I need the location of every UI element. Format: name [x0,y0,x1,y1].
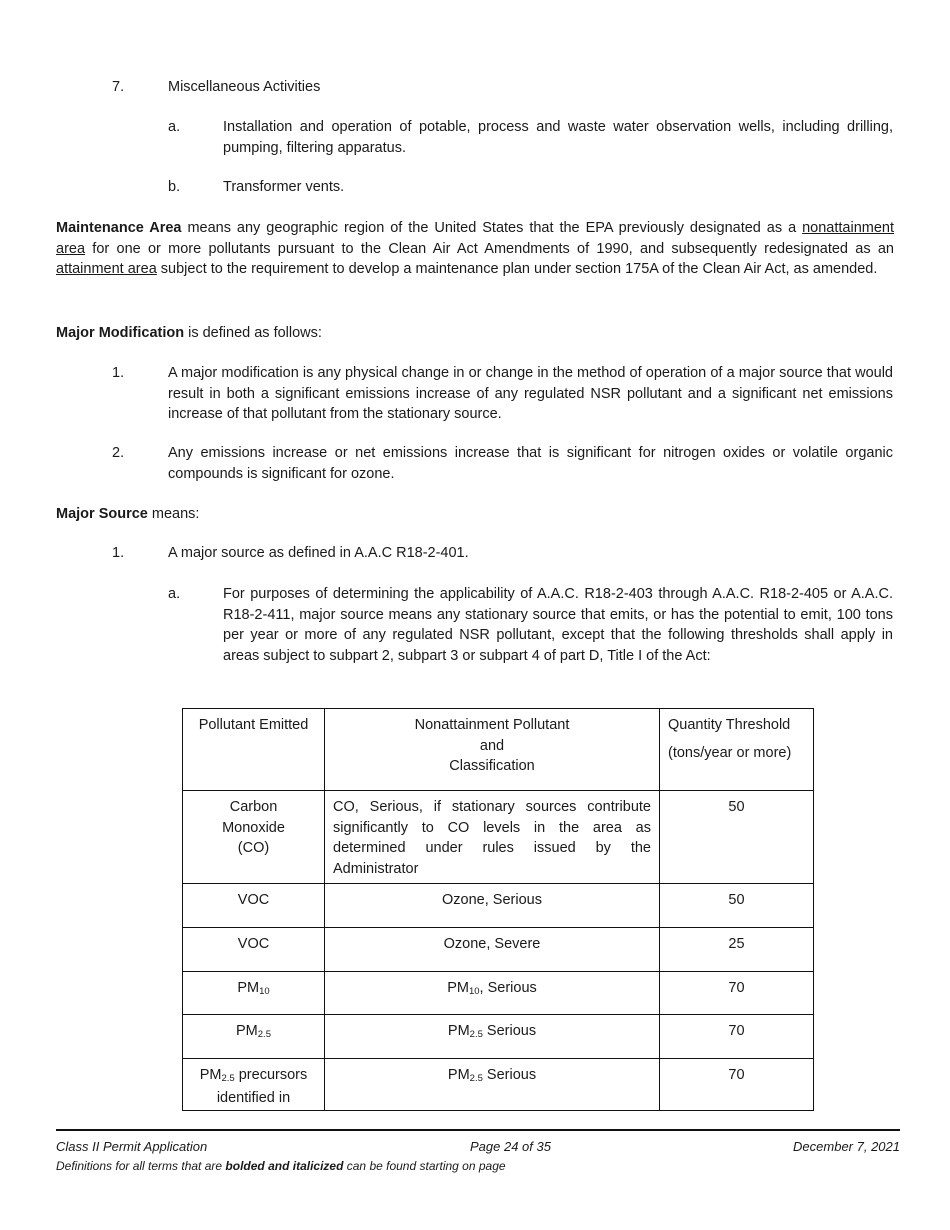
list-number: 1. [112,545,125,561]
subscript: 2.5 [257,1029,271,1040]
subscript: 2.5 [469,1029,483,1040]
defined-term: Major Source [56,506,148,522]
table-header-row [183,709,814,791]
header-pollutant-emitted: Pollutant Emitted [183,709,325,791]
cell-threshold: 70 [660,972,814,1015]
table-row [183,972,814,1015]
definition-maintenance-area [56,218,894,280]
table-row [183,1059,814,1111]
table-row [183,791,814,884]
list-item-text: Installation and operation of potable, process and waste water observation wells, including drilling, pumping, filtering apparatus. [223,119,893,156]
subscript: 2.5 [469,1073,483,1084]
list-item-text: Transformer vents. [223,179,345,195]
cell-line: Carbon [229,799,278,815]
cell-classification: CO, Serious, if stationary sources contribute significantly to CO levels in the area as determined under rules issued by the Administrator [325,791,660,884]
cell-pollutant [183,791,325,884]
subscript: 2.5 [221,1073,235,1084]
cell-threshold: 50 [660,791,814,884]
header-line: Quantity Threshold [668,717,791,733]
cell-threshold: 70 [660,1015,814,1059]
cell-classification [325,1059,660,1111]
cell-text: Serious [482,1023,537,1039]
cell-classification: Ozone, Severe [325,928,660,972]
header-line: Nonattainment Pollutant [414,717,570,733]
list-number: 7. [112,79,125,95]
definition-text: for one or more pollutants pursuant to the Clean Air Act Amendments of 1990, and subsequently redesignated as an [85,240,894,257]
cell-text: PM [447,1067,470,1083]
footer-note-bold: bolded and italicized [225,1159,344,1173]
definition-text: is defined as follows: [184,325,322,341]
header-line: (tons/year or more) [668,744,792,761]
cell-line: Monoxide [222,819,285,836]
definition-text: means any geographic region of the United States that the EPA previously designated as a [181,220,803,236]
list-letter: a. [168,586,181,602]
list-number: 2. [112,445,125,461]
cell-text: PM [199,1067,222,1083]
cell-pollutant [183,972,325,1015]
header-classification [325,709,660,791]
footer-note-text: Definitions for all terms that are [56,1159,226,1173]
footer-document-title: Class II Permit Application [56,1139,208,1154]
cell-pollutant: VOC [183,884,325,928]
threshold-table [182,708,814,1111]
cell-text: PM [447,980,469,996]
list-number: 1. [112,365,125,381]
cell-text: precursors [234,1067,308,1083]
cell-threshold: 50 [660,884,814,928]
table-row [183,928,814,972]
cell-text: PM [237,980,260,996]
cell-classification: Ozone, Serious [325,884,660,928]
definition-major-modification [56,323,322,344]
definition-text: means: [147,506,200,522]
cell-text: Serious [482,1067,537,1083]
cell-threshold: 70 [660,1059,814,1111]
cell-threshold: 25 [660,928,814,972]
list-item-text: For purposes of determining the applicability of A.A.C. R18-2-403 through A.A.C. R18-2-405 or A.A.C. R18-2-411, major source means any stationary source that emits, or has the potential to emit, 100 tons per year or more of any regulated NSR pollutant, except that the following thresholds shall apply in areas subject to subpart 2, subpart 3 or subpart 4 of part D, Title I of the Act: [223,586,893,665]
table-row [183,884,814,928]
cell-pollutant [183,1059,325,1111]
footer-note-text: can be found starting on page [343,1159,506,1173]
header-line: Classification [449,758,535,774]
footer-divider [56,1129,900,1131]
defined-term: Maintenance Area [56,220,182,236]
subscript: 10 [259,986,270,997]
cell-classification [325,1015,660,1059]
list-item-text: A major modification is any physical change in or change in the method of operation of a major source that would result in both a significant emissions increase of any regulated NSR pollutant and a significant net emissions increase of that pollutant from the stationary source. [168,365,893,423]
cell-pollutant: VOC [183,928,325,972]
cell-text: , Serious [479,980,537,996]
link-attainment-area[interactable]: attainment area [56,261,157,278]
definition-major-source [56,504,199,525]
footer-page-number: Page 24 of 35 [470,1139,551,1154]
definition-text: subject to the requirement to develop a maintenance plan under section 175A of the Clean Air Act, as amended. [156,261,878,278]
subscript: 10 [468,986,480,997]
cell-line [191,1065,316,1088]
cell-pollutant [183,1015,325,1059]
cell-line: (CO) [237,840,270,856]
list-letter: a. [168,119,181,135]
defined-term: Major Modification [56,325,185,341]
footer-date: December 7, 2021 [793,1139,900,1154]
list-letter: b. [168,179,181,195]
table-row [183,1015,814,1059]
cell-classification [325,972,660,1015]
header-line: and [479,737,505,754]
cell-text: PM [236,1023,258,1039]
cell-text: PM [447,1023,470,1039]
section-title: Miscellaneous Activities [168,79,321,95]
cell-line: identified in [216,1089,291,1106]
footer-note [56,1157,506,1175]
link-nonattainment-area[interactable]: nonattainment area [56,220,895,257]
list-item-text: Any emissions increase or net emissions increase that is significant for nitrogen oxides or volatile organic compounds is significant for ozone. [168,445,893,482]
list-item-text: A major source as defined in A.A.C R18-2-401. [168,545,469,561]
header-quantity-threshold [660,709,814,791]
